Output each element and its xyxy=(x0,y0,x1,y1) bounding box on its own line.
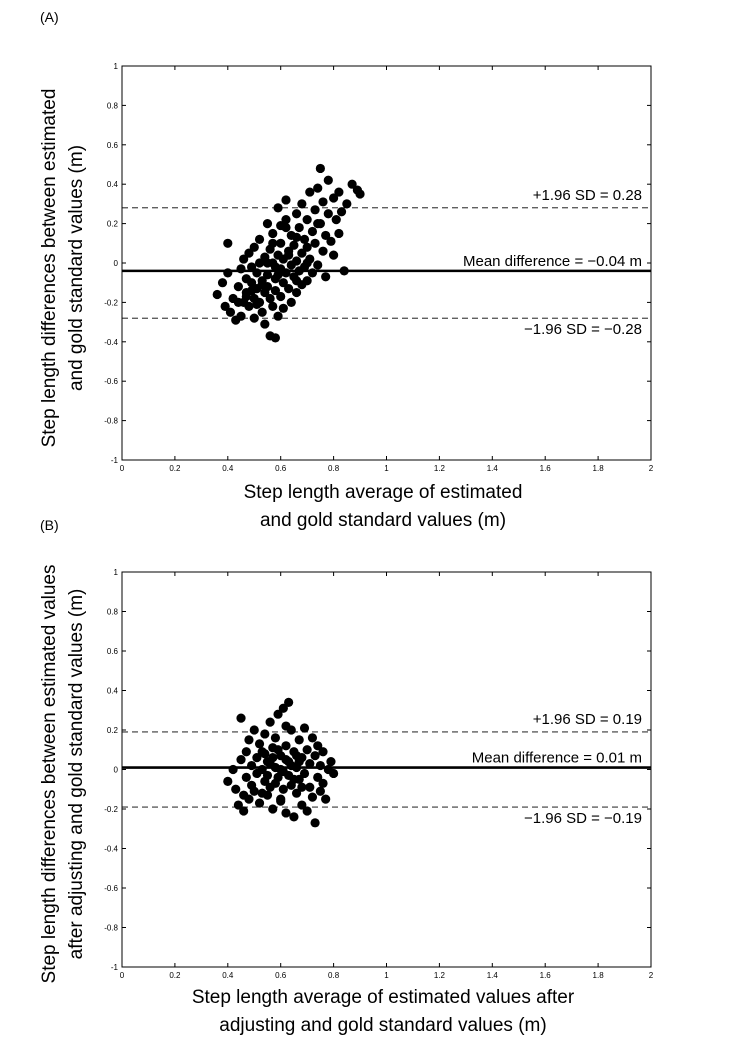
data-point xyxy=(287,298,296,307)
data-point xyxy=(281,195,290,204)
data-point xyxy=(223,777,232,786)
data-point xyxy=(247,286,256,295)
data-point xyxy=(326,237,335,246)
data-point xyxy=(236,312,245,321)
data-point xyxy=(255,235,264,244)
data-point xyxy=(250,725,259,734)
data-point xyxy=(300,235,309,244)
data-point xyxy=(329,769,338,778)
data-point xyxy=(310,239,319,248)
y-tick-label: 0.2 xyxy=(106,219,118,229)
data-point xyxy=(234,298,243,307)
y-tick-label: -0.8 xyxy=(104,923,118,933)
y-tick-label: 0.8 xyxy=(106,101,118,111)
x-tick-label: 0.8 xyxy=(328,464,340,473)
data-point xyxy=(313,260,322,269)
y-axis-label: after adjusting and gold standard values (m) xyxy=(66,588,87,960)
data-point xyxy=(263,219,272,228)
data-point xyxy=(271,779,280,788)
data-point xyxy=(250,243,259,252)
data-point xyxy=(318,197,327,206)
data-point xyxy=(295,223,304,232)
data-point xyxy=(268,239,277,248)
data-point xyxy=(305,783,314,792)
data-point xyxy=(234,282,243,291)
data-point xyxy=(313,184,322,193)
data-point xyxy=(308,733,317,742)
data-point xyxy=(284,698,293,707)
data-point xyxy=(289,775,298,784)
data-point xyxy=(303,243,312,252)
data-point xyxy=(303,806,312,815)
y-tick-label: 0.4 xyxy=(106,686,118,696)
data-point xyxy=(334,229,343,238)
data-point xyxy=(226,308,235,317)
data-point xyxy=(292,288,301,297)
y-tick-label: -0.2 xyxy=(104,298,118,308)
y-tick-label: 0.6 xyxy=(106,140,118,150)
data-point xyxy=(295,735,304,744)
data-point xyxy=(266,294,275,303)
x-tick-label: 1.2 xyxy=(433,464,445,473)
y-tick-label: -0.6 xyxy=(104,377,118,387)
y-tick-label: -0.6 xyxy=(104,884,118,893)
data-point xyxy=(268,229,277,238)
data-point xyxy=(276,239,285,248)
data-point xyxy=(281,741,290,750)
data-point xyxy=(273,312,282,321)
data-point xyxy=(297,783,306,792)
x-tick-label: 2 xyxy=(648,464,654,473)
data-point xyxy=(236,755,245,764)
data-point xyxy=(242,773,251,782)
y-tick-label: 0 xyxy=(113,765,118,775)
y-tick-label: 0.4 xyxy=(106,180,118,190)
data-point xyxy=(255,798,264,807)
data-point xyxy=(276,221,285,230)
data-point xyxy=(263,258,272,267)
x-tick-label: 2 xyxy=(648,971,654,980)
data-point xyxy=(255,739,264,748)
data-point xyxy=(303,276,312,285)
data-point xyxy=(308,793,317,802)
y-tick-label: -1 xyxy=(110,456,118,465)
data-point xyxy=(279,304,288,313)
data-point xyxy=(329,251,338,260)
data-point xyxy=(218,278,227,287)
y-tick-label: -0.8 xyxy=(104,416,118,426)
data-point xyxy=(244,795,253,804)
x-tick-label: 1.6 xyxy=(539,464,551,473)
x-tick-label: 1 xyxy=(384,464,389,473)
x-tick-label: 0.2 xyxy=(169,971,181,980)
x-axis-label: Step length average of estimated xyxy=(243,482,523,503)
data-point xyxy=(223,239,232,248)
data-point xyxy=(260,729,269,738)
limit-label: −1.96 SD = −0.19 xyxy=(523,810,642,828)
limit-label: +1.96 SD = 0.28 xyxy=(532,186,642,204)
x-tick-label: 1.2 xyxy=(433,971,445,980)
data-point xyxy=(332,215,341,224)
x-tick-label: 0.6 xyxy=(275,464,287,473)
x-tick-label: 1.8 xyxy=(592,464,604,473)
data-point xyxy=(297,199,306,208)
x-tick-label: 0.8 xyxy=(328,971,340,980)
data-point xyxy=(252,300,261,309)
x-tick-label: 0.6 xyxy=(275,971,287,980)
y-tick-label: -0.4 xyxy=(104,337,118,347)
x-tick-label: 0 xyxy=(119,971,125,980)
data-point xyxy=(292,276,301,285)
data-point xyxy=(266,718,275,727)
data-point xyxy=(258,308,267,317)
y-tick-label: -0.4 xyxy=(104,844,118,854)
data-point xyxy=(268,753,277,762)
data-point xyxy=(300,723,309,732)
data-point xyxy=(260,749,269,758)
data-point xyxy=(263,771,272,780)
y-tick-label: -0.2 xyxy=(104,805,118,814)
data-point xyxy=(318,247,327,256)
data-point xyxy=(268,302,277,311)
data-point xyxy=(268,804,277,813)
data-point xyxy=(316,787,325,796)
data-point xyxy=(318,747,327,756)
x-tick-label: 0 xyxy=(119,464,125,473)
chart-panel-a xyxy=(39,9,654,531)
data-point xyxy=(355,189,364,198)
panel-label: (B) xyxy=(40,517,59,533)
data-point xyxy=(239,806,248,815)
data-point xyxy=(289,812,298,821)
data-point xyxy=(289,241,298,250)
data-point xyxy=(236,714,245,723)
data-point xyxy=(326,757,335,766)
y-axis-label: and gold standard values (m) xyxy=(66,144,87,392)
x-tick-label: 1.4 xyxy=(486,971,498,980)
data-point xyxy=(324,176,333,185)
data-point xyxy=(258,789,267,798)
data-point xyxy=(300,769,309,778)
y-axis-label: Step length differences between estimated xyxy=(39,88,60,448)
x-tick-label: 0.2 xyxy=(169,464,181,473)
limit-label: +1.96 SD = 0.19 xyxy=(532,710,642,728)
data-point xyxy=(284,284,293,293)
data-point xyxy=(273,745,282,754)
data-point xyxy=(342,199,351,208)
chart-panel-b xyxy=(39,517,654,1036)
data-point xyxy=(244,302,253,311)
data-point xyxy=(321,272,330,281)
data-point xyxy=(276,292,285,301)
x-tick-label: 1 xyxy=(384,971,389,980)
x-tick-label: 0.4 xyxy=(222,971,234,980)
data-point xyxy=(321,795,330,804)
data-point xyxy=(303,258,312,267)
data-point xyxy=(231,785,240,794)
y-tick-label: 1 xyxy=(113,62,118,71)
data-point xyxy=(284,251,293,260)
data-point xyxy=(281,808,290,817)
data-point xyxy=(334,187,343,196)
data-point xyxy=(295,757,304,766)
data-point xyxy=(303,745,312,754)
data-point xyxy=(310,205,319,214)
data-point xyxy=(292,209,301,218)
x-tick-label: 1.8 xyxy=(592,971,604,980)
data-point xyxy=(292,256,301,265)
data-point xyxy=(337,207,346,216)
limit-label: −1.96 SD = −0.28 xyxy=(523,321,642,339)
data-point xyxy=(258,280,267,289)
y-tick-label: 0 xyxy=(113,259,118,268)
data-point xyxy=(242,747,251,756)
data-point xyxy=(303,215,312,224)
data-point xyxy=(250,787,259,796)
x-axis-label: adjusting and gold standard values (m) xyxy=(219,1015,547,1036)
data-point xyxy=(318,779,327,788)
data-point xyxy=(271,733,280,742)
mean-difference-label: Mean difference = −0.04 m xyxy=(462,252,642,270)
y-tick-label: -1 xyxy=(110,963,118,972)
data-point xyxy=(316,164,325,173)
data-point xyxy=(310,818,319,827)
data-point xyxy=(213,290,222,299)
data-point xyxy=(281,721,290,730)
x-tick-label: 1.6 xyxy=(539,971,551,980)
y-tick-label: 0.6 xyxy=(106,647,118,656)
data-point xyxy=(292,233,301,242)
x-axis-label: Step length average of estimated values after xyxy=(191,987,575,1008)
data-point xyxy=(260,319,269,328)
data-point xyxy=(244,735,253,744)
x-tick-label: 0.4 xyxy=(222,464,234,473)
mean-difference-label: Mean difference = 0.01 m xyxy=(471,749,642,767)
y-axis-label: Step length differences between estimated values xyxy=(39,564,60,984)
x-axis-label: and gold standard values (m) xyxy=(259,510,507,531)
data-point xyxy=(271,333,280,342)
data-point xyxy=(279,785,288,794)
y-tick-label: 0.8 xyxy=(106,607,118,617)
data-point xyxy=(313,219,322,228)
data-point xyxy=(310,751,319,760)
data-point xyxy=(305,187,314,196)
data-point xyxy=(276,797,285,806)
y-tick-label: 1 xyxy=(113,568,118,577)
data-point xyxy=(324,209,333,218)
data-point xyxy=(308,227,317,236)
y-tick-label: 0.2 xyxy=(106,726,118,735)
panel-label: (A) xyxy=(40,9,59,25)
x-tick-label: 1.4 xyxy=(486,464,498,473)
plot-area xyxy=(122,572,651,967)
